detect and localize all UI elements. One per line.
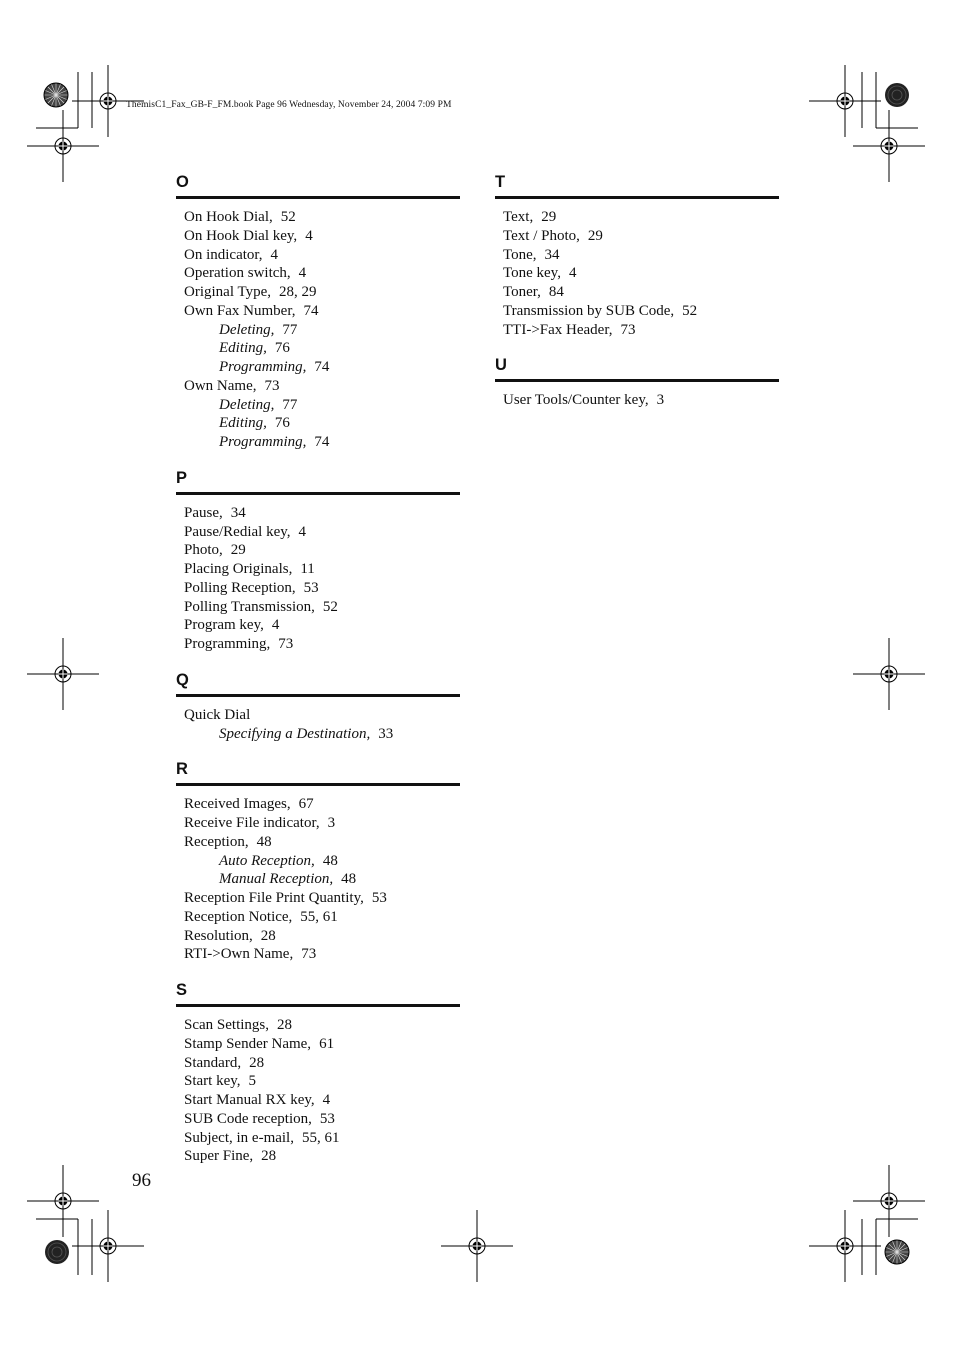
index-column-right <box>495 172 779 426</box>
index-subentry <box>176 870 460 889</box>
entry-term: Program key, <box>184 617 264 634</box>
index-subentry <box>176 433 460 452</box>
entry-term: Original Type, <box>184 284 271 300</box>
index-entry <box>176 560 460 579</box>
entry-term: SUB Code reception, <box>184 1110 312 1127</box>
index-entry <box>495 246 779 265</box>
entry-pages: 4 <box>298 265 307 282</box>
entry-term: User Tools/Counter key, <box>503 392 649 409</box>
section-divider <box>176 196 460 199</box>
page-number: 96 <box>132 1170 151 1191</box>
index-entry <box>176 706 460 725</box>
entry-pages: 4 <box>568 265 577 282</box>
entry-term: Text, <box>503 209 534 225</box>
index-entry <box>176 523 460 542</box>
section-divider <box>176 492 460 495</box>
entry-term: Super Fine, <box>184 1148 254 1165</box>
entry-term: Polling Reception, <box>184 579 296 596</box>
entry-term: Start Manual RX key, <box>184 1092 315 1108</box>
index-section-o <box>176 172 460 452</box>
entry-term: Reception, <box>184 833 249 850</box>
entry-pages: 4 <box>271 617 280 634</box>
index-entry <box>176 945 460 964</box>
index-entry <box>176 302 460 321</box>
entry-term: On Hook Dial key, <box>184 227 298 244</box>
index-entry <box>176 377 460 396</box>
section-letter: O <box>176 173 189 191</box>
entry-pages: 3 <box>327 815 336 831</box>
entry-pages: 73 <box>301 946 317 963</box>
section-divider <box>176 694 460 697</box>
index-entry <box>176 1016 460 1035</box>
index-entry <box>176 908 460 927</box>
entry-term: Start key, <box>184 1073 241 1090</box>
entry-pages: 5 <box>248 1073 257 1090</box>
entry-pages: 76 <box>274 340 290 357</box>
entry-term: Standard, <box>184 1054 242 1071</box>
index-subentry <box>176 414 460 433</box>
section-letter: S <box>176 981 188 999</box>
entry-term: Receive File indicator, <box>184 815 320 831</box>
entry-term: Own Fax Number, <box>184 302 296 319</box>
entry-term: Received Images, <box>184 796 291 813</box>
entry-term: Placing Originals, <box>184 561 293 577</box>
index-section-p <box>176 468 460 654</box>
entry-term: Own Name, <box>184 377 257 394</box>
entry-term: Reception Notice, <box>184 908 293 925</box>
entry-term: Programming, <box>219 359 307 375</box>
section-divider <box>176 783 460 786</box>
index-entry <box>176 1147 460 1166</box>
entry-term: Stamp Sender Name, <box>184 1035 312 1052</box>
section-divider <box>176 1004 460 1007</box>
entry-pages: 53 <box>371 890 387 906</box>
entry-pages: 11 <box>300 561 315 577</box>
section-letter: R <box>176 760 188 779</box>
index-entry <box>176 1035 460 1054</box>
index-entry <box>495 391 779 410</box>
index-entry <box>495 283 779 302</box>
entry-term: Pause/Redial key, <box>184 523 291 540</box>
index-entry <box>176 579 460 598</box>
index-section-u <box>495 355 779 410</box>
entry-pages: 73 <box>278 636 294 652</box>
index-entry <box>176 541 460 560</box>
index-entry <box>176 208 460 227</box>
entry-pages: 29 <box>587 227 603 244</box>
index-entry <box>176 246 460 265</box>
index-entry <box>495 208 779 227</box>
entry-pages: 28 <box>261 1148 277 1165</box>
entry-term: Scan Settings, <box>184 1017 269 1033</box>
entry-term: Auto Reception, <box>219 852 315 869</box>
index-entry <box>176 1091 460 1110</box>
entry-pages: 74 <box>303 302 319 319</box>
index-entry <box>495 302 779 321</box>
entry-pages: 73 <box>620 321 636 338</box>
index-entry <box>176 283 460 302</box>
entry-pages: 4 <box>270 246 279 263</box>
index-entry <box>176 504 460 523</box>
entry-term: Reception File Print Quantity, <box>184 890 364 906</box>
entry-pages: 67 <box>298 796 314 813</box>
entry-pages: 77 <box>282 321 298 338</box>
entry-pages: 52 <box>322 598 338 615</box>
entry-pages: 73 <box>264 377 280 394</box>
entry-pages: 4 <box>322 1092 331 1108</box>
index-entry <box>176 1054 460 1073</box>
entry-pages: 34 <box>230 504 246 521</box>
index-subentry <box>176 339 460 358</box>
index-column-left <box>176 172 460 1182</box>
section-divider <box>495 379 779 382</box>
index-subentry <box>176 852 460 871</box>
entry-term: RTI->Own Name, <box>184 946 294 963</box>
section-divider <box>495 196 779 199</box>
entry-pages: 4 <box>305 227 313 244</box>
entry-term: Programming, <box>219 434 307 450</box>
entry-term: Manual Reception, <box>219 871 334 888</box>
entry-pages: 34 <box>544 246 560 263</box>
entry-pages: 48 <box>322 852 338 869</box>
entry-term: Deleting, <box>219 396 275 413</box>
section-letter: Q <box>176 670 189 689</box>
entry-pages: 74 <box>314 359 330 375</box>
index-section-t <box>495 172 779 339</box>
index-entry <box>176 264 460 283</box>
index-entry <box>176 1129 460 1148</box>
print-header: ThemisC1_Fax_GB-F_FM.book Page 96 Wednesday, November 24, 2004 7:09 PM <box>126 100 452 110</box>
index-entry <box>176 833 460 852</box>
entry-term: Toner, <box>503 284 541 300</box>
index-entry <box>495 227 779 246</box>
entry-term: Editing, <box>219 340 267 357</box>
entry-term: Editing, <box>219 415 267 432</box>
entry-pages: 3 <box>656 392 665 409</box>
entry-term: Quick Dial <box>184 706 251 723</box>
entry-pages: 48 <box>256 833 272 850</box>
index-section-q <box>176 670 460 744</box>
entry-term: Specifying a Destination, <box>219 725 371 742</box>
entry-term: Text / Photo, <box>503 227 580 244</box>
entry-term: Deleting, <box>219 321 275 338</box>
entry-term: Polling Transmission, <box>184 598 315 615</box>
section-letter: P <box>176 468 188 487</box>
index-entry <box>176 795 460 814</box>
entry-term: Tone key, <box>503 265 561 282</box>
index-entry <box>495 321 779 340</box>
index-section-r <box>176 759 460 964</box>
index-subentry <box>176 321 460 340</box>
index-entry <box>176 927 460 946</box>
index-subentry <box>176 725 460 744</box>
index-entry <box>176 635 460 654</box>
entry-pages: 33 <box>378 725 394 742</box>
entry-pages: 29 <box>230 542 246 559</box>
section-letter: T <box>495 173 506 191</box>
entry-term: Transmission by SUB Code, <box>503 302 675 319</box>
index-entry <box>176 814 460 833</box>
index-entry <box>495 264 779 283</box>
index-entry <box>176 616 460 635</box>
entry-pages: 52 <box>682 302 698 319</box>
entry-pages: 52 <box>280 209 296 225</box>
index-entry <box>176 227 460 246</box>
entry-term: On Hook Dial, <box>184 209 273 225</box>
entry-term: Programming, <box>184 636 271 652</box>
entry-pages: 84 <box>548 284 564 300</box>
index-section-s <box>176 980 460 1166</box>
index-entry <box>176 598 460 617</box>
entry-pages: 61 <box>319 1035 335 1052</box>
index-entry <box>176 1072 460 1091</box>
entry-pages: 28 <box>260 927 276 944</box>
index-subentry <box>176 396 460 415</box>
entry-pages: 76 <box>274 415 290 432</box>
entry-term: Photo, <box>184 542 223 559</box>
entry-pages: 55, 61 <box>300 908 338 925</box>
entry-term: Tone, <box>503 246 537 263</box>
entry-pages: 28, 29 <box>279 284 317 300</box>
entry-term: Operation switch, <box>184 265 291 282</box>
index-entry <box>176 889 460 908</box>
entry-pages: 4 <box>298 523 307 540</box>
entry-pages: 48 <box>341 871 357 888</box>
entry-pages: 77 <box>282 396 298 413</box>
index-entry <box>176 1110 460 1129</box>
entry-pages: 53 <box>303 579 319 596</box>
entry-pages: 53 <box>319 1110 335 1127</box>
entry-pages: 29 <box>541 209 557 225</box>
entry-pages: 74 <box>314 434 330 450</box>
entry-term: On indicator, <box>184 246 263 263</box>
index-subentry <box>176 358 460 377</box>
entry-term: TTI->Fax Header, <box>503 321 613 338</box>
entry-pages: 28 <box>277 1017 292 1033</box>
entry-term: Resolution, <box>184 927 253 944</box>
entry-term: Pause, <box>184 504 223 521</box>
section-letter: U <box>495 356 507 375</box>
entry-pages: 28 <box>249 1054 265 1071</box>
entry-term: Subject, in e-mail, <box>184 1129 294 1146</box>
entry-pages: 55, 61 <box>301 1129 340 1146</box>
